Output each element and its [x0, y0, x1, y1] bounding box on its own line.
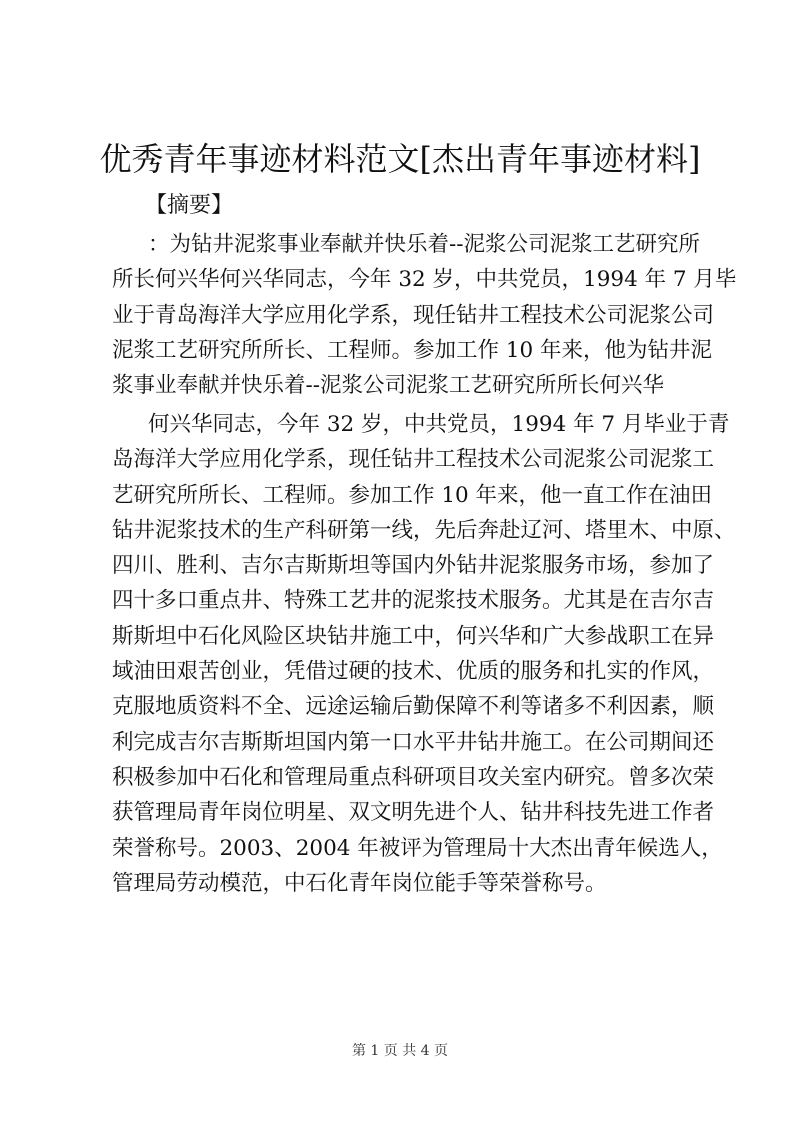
text-line: 何兴华同志，今年 32 岁，中共党员，1994 年 7 月毕业于青: [148, 412, 730, 437]
text-line: 四十多口重点井、特殊工艺井的泥浆技术服务。尤其是在吉尔吉: [112, 588, 715, 614]
document-title: 优秀青年事迹材料范文[杰出青年事迹材料]: [99, 140, 701, 178]
text-line: ：为钻井泥浆事业奉献并快乐着--泥浆公司泥浆工艺研究所: [148, 232, 701, 257]
text-line: 四川、胜利、吉尔吉斯斯坦等国内外钻井泥浆服务市场，参加了: [112, 553, 715, 579]
text-line: 荣誉称号。2003、2004 年被评为管理局十大杰出青年候选人，: [112, 835, 723, 861]
text-line: 业于青岛海洋大学应用化学系，现任钻井工程技术公司泥浆公司: [112, 302, 715, 328]
paragraph-1: [112, 227, 737, 403]
text-line: 艺研究所所长、工程师。参加工作 10 年来，他一直工作在油田: [112, 482, 713, 508]
text-line: 管理局劳动模范，中石化青年岗位能手等荣誉称号。: [112, 870, 607, 896]
text-line: 积极参加中石化和管理局重点科研项目攻关室内研究。曾多次荣: [112, 764, 715, 790]
text-line: 所长何兴华何兴华同志，今年 32 岁，中共党员，1994 年 7 月毕: [112, 267, 737, 293]
text-line: 克服地质资料不全、远途运输后勤保障不利等诸多不利因素，顺: [112, 694, 715, 720]
text-line: 泥浆工艺研究所所长、工程师。参加工作 10 年来，他为钻井泥: [112, 337, 713, 363]
text-line: 域油田艰苦创业，凭借过硬的技术、优质的服务和扎实的作风，: [112, 659, 715, 685]
text-line: 获管理局青年岗位明星、双文明先进个人、钻井科技先进工作者: [112, 800, 715, 826]
page-footer: 第 1 页 共 4 页: [351, 1043, 449, 1059]
abstract-heading: 【摘要】: [145, 193, 234, 218]
text-line: 浆事业奉献并快乐着--泥浆公司泥浆工艺研究所所长何兴华: [112, 373, 665, 399]
text-line: 岛海洋大学应用化学系，现任钻井工程技术公司泥浆公司泥浆工: [112, 447, 715, 473]
text-line: 斯斯坦中石化风险区块钻井施工中，何兴华和广大参战职工在异: [112, 623, 715, 649]
text-line: 利完成吉尔吉斯斯坦国内第一口水平井钻井施工。在公司期间还: [112, 729, 715, 755]
paragraph-2: [112, 407, 736, 901]
text-line: 钻井泥浆技术的生产科研第一线，先后奔赴辽河、塔里木、中原、: [112, 517, 736, 543]
